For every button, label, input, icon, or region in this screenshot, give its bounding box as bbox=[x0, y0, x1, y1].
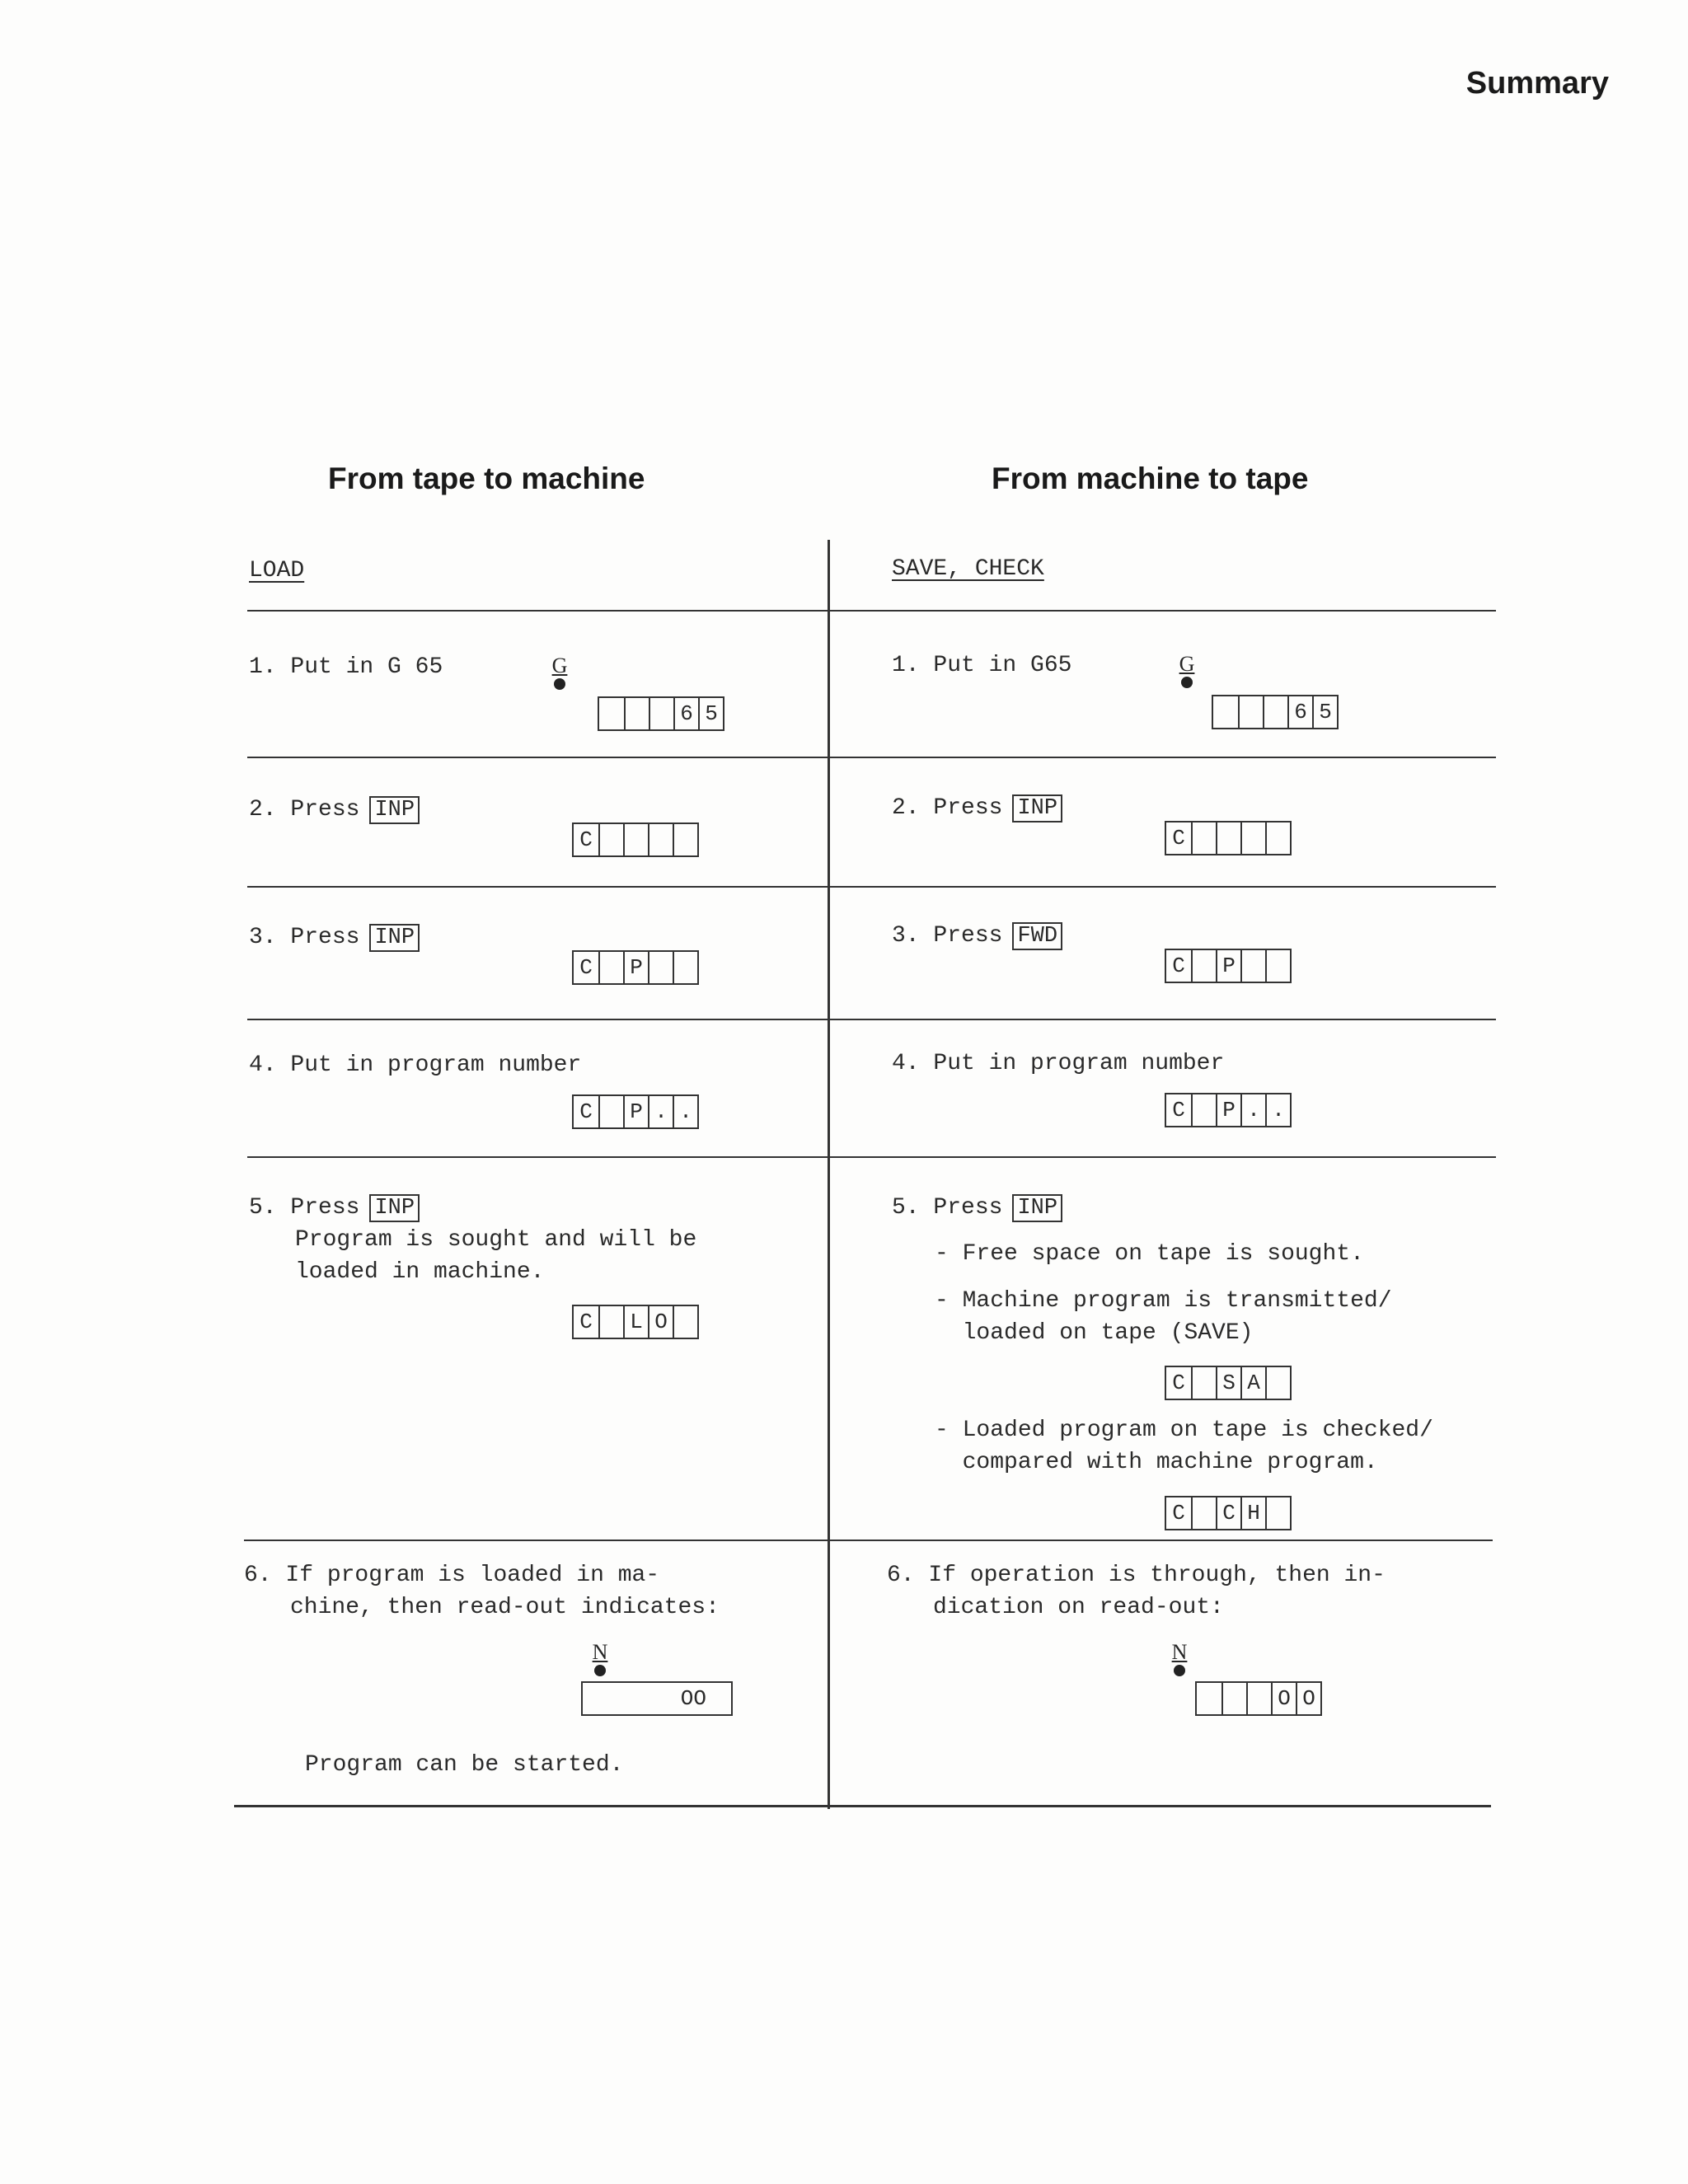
left-column-heading: From tape to machine bbox=[328, 462, 645, 495]
load-step-5-detail: Program is sought and will be bbox=[295, 1227, 697, 1253]
g-indicator-icon: G bbox=[1175, 654, 1199, 688]
inp-key: INP bbox=[369, 1194, 420, 1222]
inp-key: INP bbox=[1012, 794, 1062, 823]
save-step-2: 2. Press INP bbox=[892, 792, 1062, 825]
load-step-4-readout: C P . . bbox=[572, 1094, 699, 1129]
save-step-4-readout: C P . . bbox=[1165, 1093, 1292, 1127]
load-step-4: 4. Put in program number bbox=[249, 1052, 582, 1078]
save-step-5-bullet-detail: loaded on tape (SAVE) bbox=[935, 1320, 1254, 1346]
n-indicator-icon: N bbox=[1167, 1642, 1192, 1676]
save-step-3: 3. Press FWD bbox=[892, 920, 1062, 953]
n-indicator-icon: N bbox=[588, 1642, 612, 1676]
save-check-section-label: SAVE, CHECK bbox=[892, 556, 1044, 582]
inp-key: INP bbox=[1012, 1194, 1062, 1222]
inp-key: INP bbox=[369, 796, 420, 824]
row-divider bbox=[247, 1156, 1496, 1158]
load-step-6: 6. If program is loaded in ma- bbox=[244, 1563, 660, 1588]
row-divider bbox=[247, 1019, 1496, 1020]
row-divider bbox=[247, 610, 1496, 612]
g-indicator-icon: G bbox=[547, 655, 572, 690]
save-step-1: 1. Put in G65 bbox=[892, 653, 1072, 678]
load-step-1-readout: 6 5 bbox=[598, 696, 724, 731]
load-step-5-readout: C L O bbox=[572, 1305, 699, 1339]
save-step-6: 6. If operation is through, then in- bbox=[887, 1563, 1386, 1588]
save-step-3-readout: C P bbox=[1165, 949, 1292, 983]
save-step-5-bullet: - Machine program is transmitted/ bbox=[935, 1288, 1392, 1314]
save-step-2-readout: C bbox=[1165, 821, 1292, 855]
load-step-6-footer: Program can be started. bbox=[305, 1752, 624, 1778]
load-step-5: 5. Press INP bbox=[249, 1192, 420, 1225]
load-step-3-readout: C P bbox=[572, 950, 699, 985]
save-step-5-bullet-detail: compared with machine program. bbox=[935, 1450, 1378, 1475]
table-bottom-border bbox=[234, 1805, 1491, 1807]
load-step-2: 2. Press INP bbox=[249, 794, 420, 827]
inp-key: INP bbox=[369, 924, 420, 952]
right-column-heading: From machine to tape bbox=[992, 462, 1309, 495]
save-step-6-readout: O O bbox=[1195, 1681, 1322, 1716]
load-step-3: 3. Press INP bbox=[249, 921, 420, 954]
load-step-6-detail: chine, then read-out indicates: bbox=[290, 1595, 720, 1620]
save-step-5-save-readout: C S A bbox=[1165, 1366, 1292, 1400]
load-step-5-detail: loaded in machine. bbox=[295, 1259, 545, 1285]
save-step-5-bullet: - Free space on tape is sought. bbox=[935, 1241, 1364, 1267]
load-step-2-readout: C bbox=[572, 823, 699, 857]
save-step-1-readout: 6 5 bbox=[1212, 695, 1339, 729]
load-section-label: LOAD bbox=[249, 558, 305, 583]
fwd-key: FWD bbox=[1012, 922, 1062, 950]
save-step-5-bullet: - Loaded program on tape is checked/ bbox=[935, 1418, 1433, 1443]
save-step-4: 4. Put in program number bbox=[892, 1051, 1225, 1076]
load-step-1: 1. Put in G 65 bbox=[249, 654, 443, 680]
save-step-5-check-readout: C C H bbox=[1165, 1496, 1292, 1530]
save-step-5: 5. Press INP bbox=[892, 1192, 1062, 1225]
row-divider bbox=[244, 1540, 1493, 1541]
page-title: Summary bbox=[1465, 66, 1609, 101]
row-divider bbox=[247, 757, 1496, 758]
column-divider bbox=[828, 540, 830, 1809]
save-step-6-detail: dication on read-out: bbox=[933, 1595, 1224, 1620]
row-divider bbox=[247, 886, 1496, 888]
load-step-6-readout: OO bbox=[581, 1681, 733, 1716]
